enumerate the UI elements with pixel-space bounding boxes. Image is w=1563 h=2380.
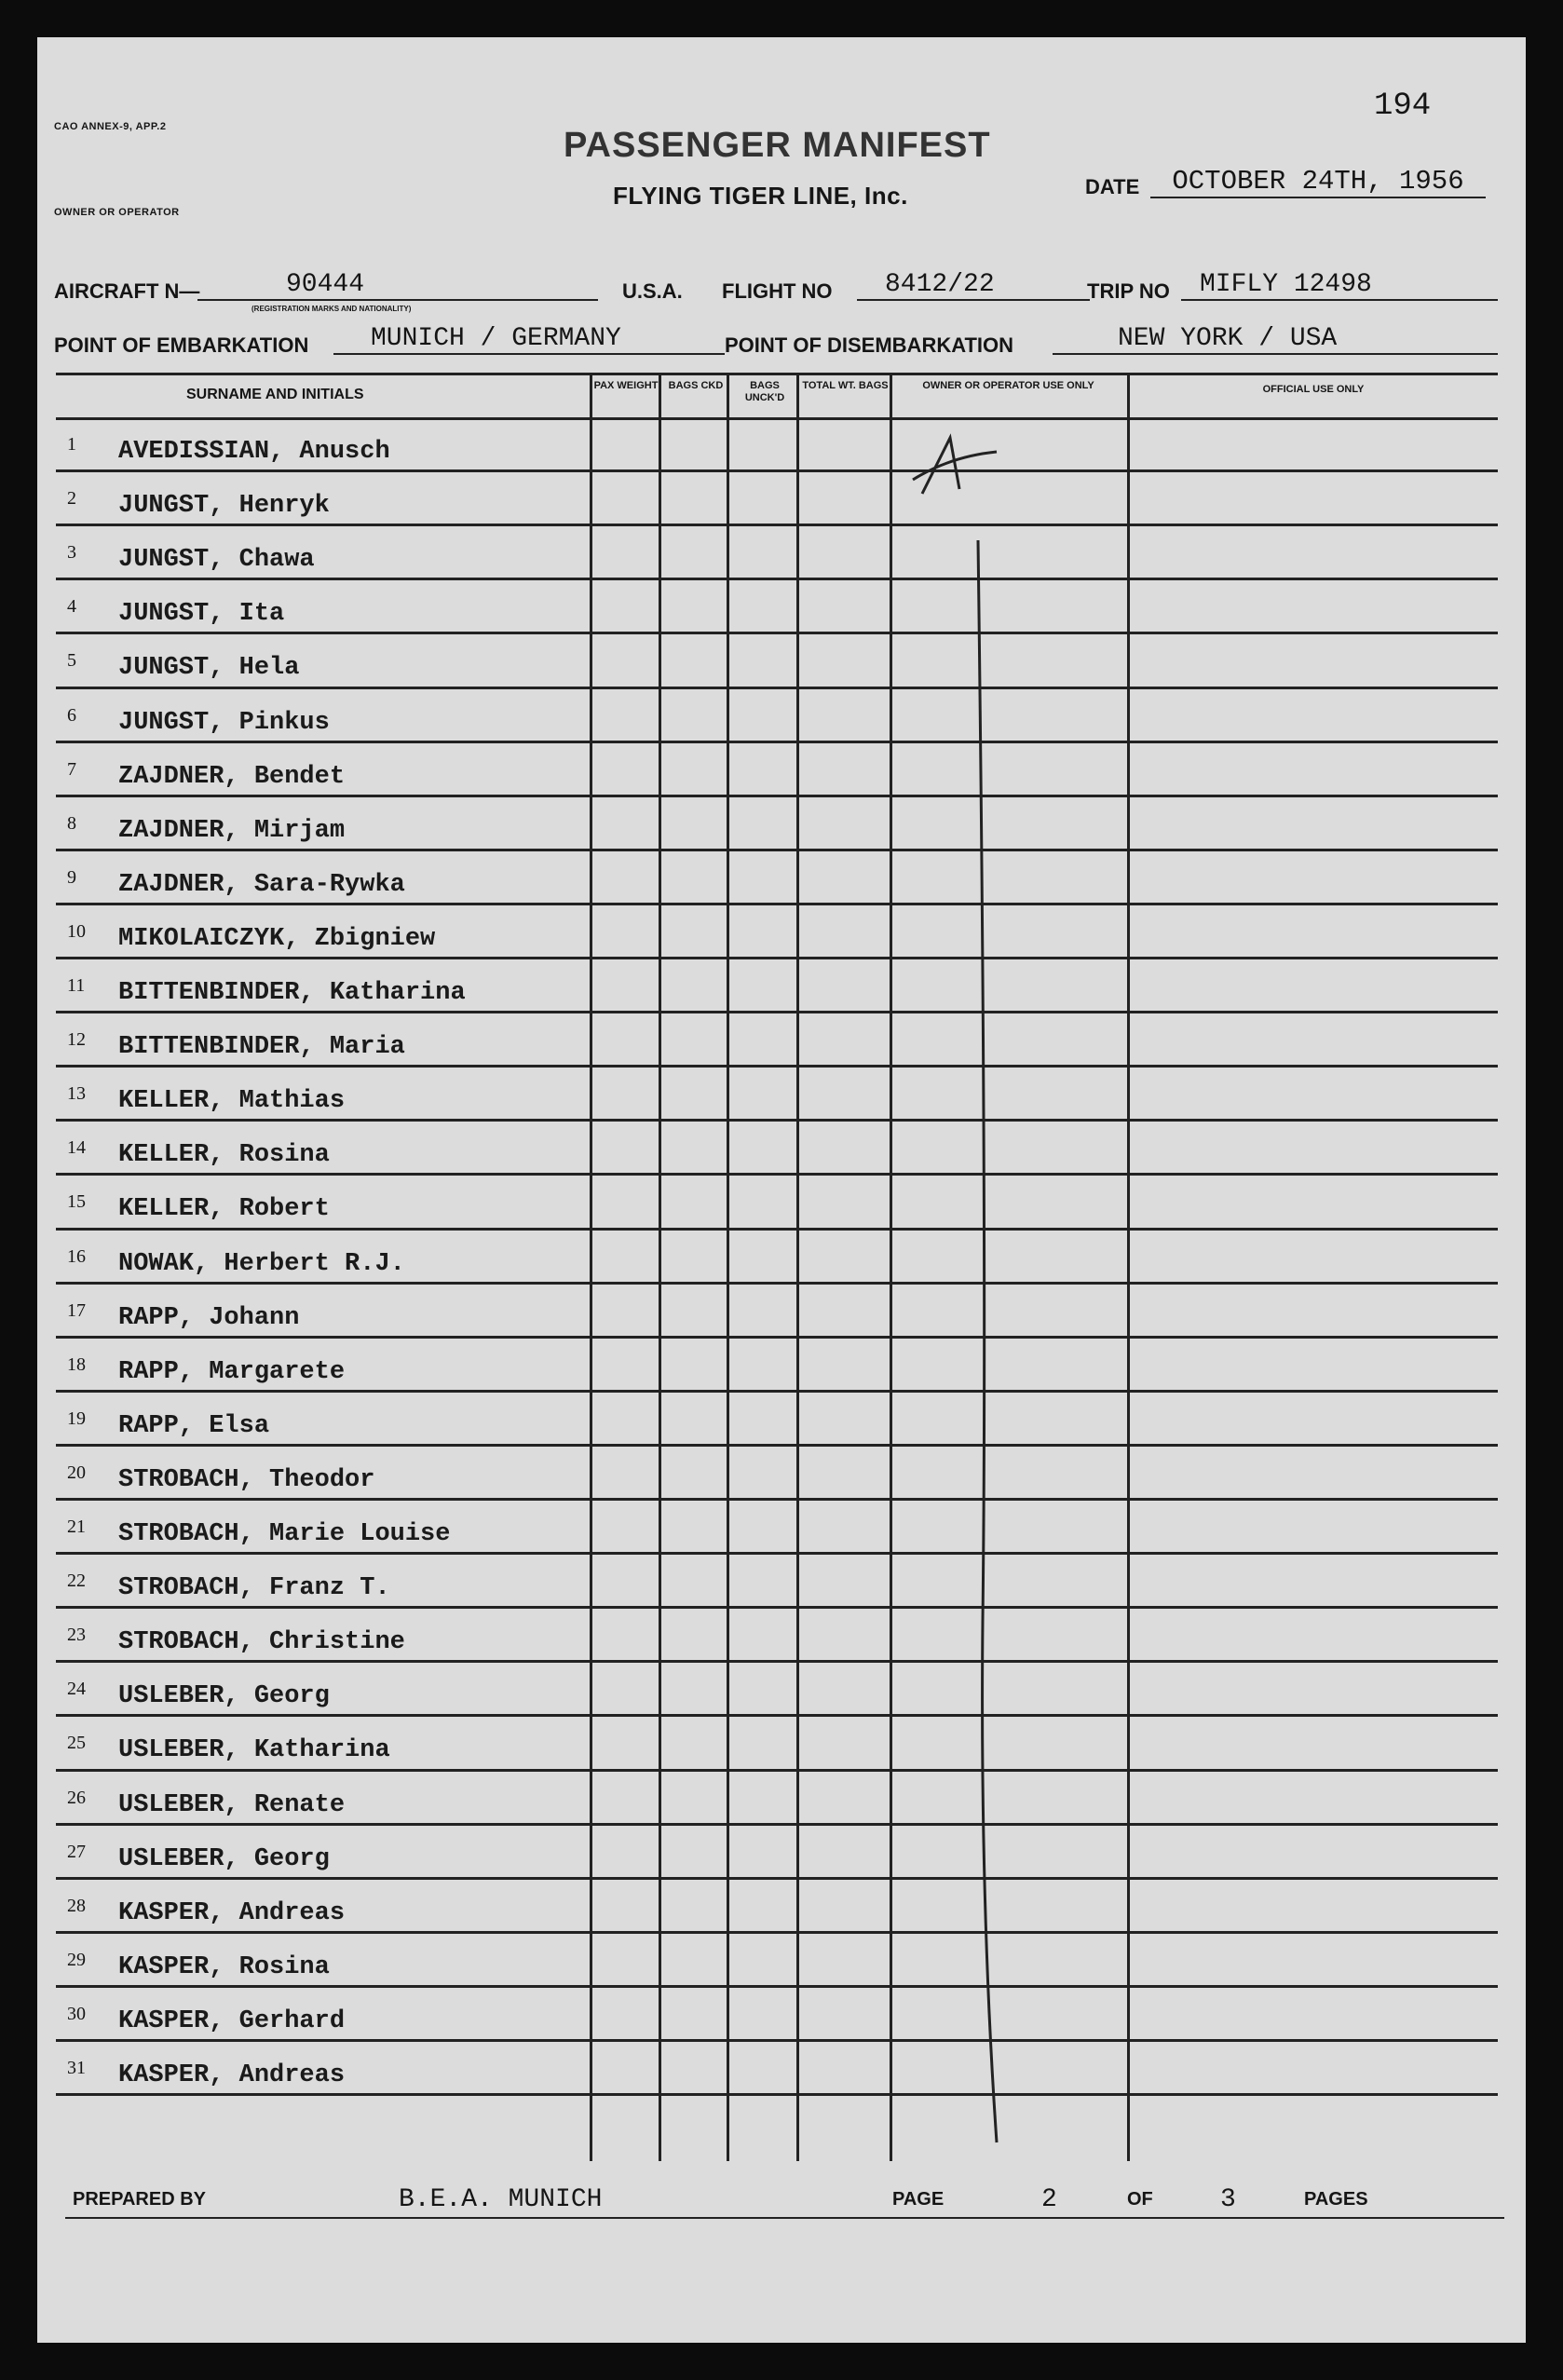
page-value: 2 — [1041, 2185, 1057, 2214]
row-rule — [56, 795, 1498, 797]
row-number: 20 — [67, 1462, 86, 1483]
passenger-name: KELLER, Robert — [118, 1195, 330, 1224]
row-number: 3 — [67, 542, 76, 564]
row-number: 28 — [67, 1895, 86, 1916]
row-number: 13 — [67, 1083, 86, 1105]
manifest-sheet — [37, 37, 1526, 2343]
row-rule — [56, 1444, 1498, 1447]
row-rule — [56, 1714, 1498, 1717]
form-reference: CAO ANNEX-9, APP.2 — [54, 121, 167, 132]
date-label: DATE — [1085, 175, 1140, 198]
manifest-title: PASSENGER MANIFEST — [564, 126, 991, 165]
row-number: 25 — [67, 1733, 86, 1754]
row-rule — [56, 741, 1498, 743]
row-rule — [56, 578, 1498, 580]
passenger-name: ZAJDNER, Bendet — [118, 762, 346, 791]
passenger-name: RAPP, Margarete — [118, 1357, 346, 1386]
handwritten-tick-mark — [894, 410, 1025, 2161]
row-number: 23 — [67, 1625, 86, 1646]
passenger-name: KASPER, Rosina — [118, 1952, 330, 1981]
row-rule — [56, 1336, 1498, 1339]
airline-name: FLYING TIGER LINE, Inc. — [613, 182, 908, 210]
row-number: 19 — [67, 1408, 86, 1429]
passenger-name: KELLER, Mathias — [118, 1087, 346, 1116]
row-rule — [56, 1065, 1498, 1068]
row-rule — [56, 1660, 1498, 1663]
column-divider — [890, 373, 892, 2161]
aircraft-label: AIRCRAFT N— — [54, 279, 200, 303]
passenger-name: JUNGST, Henryk — [118, 492, 330, 521]
row-number: 12 — [67, 1029, 86, 1051]
passenger-name: AVEDISSIAN, Anusch — [118, 438, 390, 466]
footer-rule — [65, 2217, 1504, 2219]
row-rule — [56, 1282, 1498, 1285]
row-rule — [56, 1823, 1498, 1826]
embarkation-value: MUNICH / GERMANY — [333, 324, 725, 355]
bags-checked-column-header: BAGS CKD — [668, 380, 724, 391]
prepared-by-value: B.E.A. MUNICH — [399, 2185, 603, 2214]
passenger-name: USLEBER, Renate — [118, 1790, 346, 1819]
passenger-name: JUNGST, Pinkus — [118, 708, 330, 737]
header-bottom-rule — [56, 417, 1498, 420]
row-number: 26 — [67, 1787, 86, 1808]
column-divider — [590, 373, 592, 2161]
passenger-name: USLEBER, Georg — [118, 1682, 330, 1711]
weight-column-header: PAX WEIGHT — [593, 380, 659, 391]
date-value: OCTOBER 24TH, 1956 — [1150, 166, 1486, 198]
row-number: 16 — [67, 1245, 86, 1267]
row-number: 27 — [67, 1841, 86, 1862]
row-number: 5 — [67, 650, 76, 672]
row-rule — [56, 687, 1498, 689]
row-rule — [56, 469, 1498, 472]
row-rule — [56, 1173, 1498, 1176]
row-number: 22 — [67, 1571, 86, 1592]
row-rule — [56, 524, 1498, 526]
row-number: 4 — [67, 596, 76, 618]
column-divider — [727, 373, 729, 2161]
of-label: OF — [1127, 2189, 1153, 2210]
row-rule — [56, 1769, 1498, 1772]
row-number: 18 — [67, 1353, 86, 1375]
nationality: U.S.A. — [622, 279, 683, 303]
passenger-name: KELLER, Rosina — [118, 1141, 330, 1170]
aircraft-value: 90444 — [197, 270, 598, 301]
row-rule — [56, 849, 1498, 851]
passenger-name: STROBACH, Christine — [118, 1628, 405, 1657]
column-divider — [659, 373, 661, 2161]
disembarkation-value: NEW YORK / USA — [1053, 324, 1498, 355]
page-label: PAGE — [892, 2189, 945, 2210]
total-weight-column-header: TOTAL WT. BAGS — [802, 380, 889, 391]
passenger-name: KASPER, Gerhard — [118, 2006, 346, 2035]
passenger-name: JUNGST, Hela — [118, 654, 300, 683]
row-number: 7 — [67, 758, 76, 780]
row-rule — [56, 1877, 1498, 1880]
row-number: 24 — [67, 1679, 86, 1700]
row-number: 2 — [67, 488, 76, 510]
row-rule — [56, 2039, 1498, 2042]
passenger-name: KASPER, Andreas — [118, 2061, 346, 2089]
registration-note: (REGISTRATION MARKS AND NATIONALITY) — [251, 305, 412, 313]
row-number: 6 — [67, 704, 76, 726]
row-rule — [56, 1985, 1498, 1988]
row-rule — [56, 1931, 1498, 1934]
passenger-name: ZAJDNER, Sara-Rywka — [118, 870, 405, 899]
row-number: 21 — [67, 1516, 86, 1537]
row-number: 17 — [67, 1299, 86, 1321]
row-rule — [56, 1498, 1498, 1501]
official-use-column-header: OFFICIAL USE ONLY — [1262, 384, 1365, 395]
flight-number-label: FLIGHT NO — [722, 279, 833, 303]
row-rule — [56, 1011, 1498, 1013]
row-number: 11 — [67, 975, 86, 996]
column-divider — [1127, 373, 1130, 2161]
row-rule — [56, 957, 1498, 959]
column-divider — [796, 373, 799, 2161]
pages-label: PAGES — [1304, 2189, 1368, 2210]
passenger-name: USLEBER, Georg — [118, 1844, 330, 1873]
passenger-name: STROBACH, Theodor — [118, 1465, 375, 1494]
owner-operator-label: OWNER OR OPERATOR — [54, 207, 180, 218]
flight-number-value: 8412/22 — [857, 270, 1090, 301]
row-rule — [56, 632, 1498, 634]
row-rule — [56, 2093, 1498, 2096]
embarkation-label: POINT OF EMBARKATION — [54, 333, 309, 357]
row-rule — [56, 1228, 1498, 1231]
row-number: 10 — [67, 920, 86, 942]
passenger-name: STROBACH, Marie Louise — [118, 1520, 451, 1548]
row-number: 31 — [67, 2058, 86, 2078]
passenger-name: STROBACH, Franz T. — [118, 1574, 390, 1603]
passenger-name: KASPER, Andreas — [118, 1898, 346, 1927]
surname-column-header: SURNAME AND INITIALS — [186, 387, 364, 402]
row-number: 9 — [67, 866, 76, 888]
row-number: 14 — [67, 1137, 86, 1159]
row-number: 8 — [67, 812, 76, 834]
owner-use-column-header: OWNER OR OPERATOR USE ONLY — [922, 380, 1094, 391]
bags-unchecked-column-header: BAGS UNCK'D — [744, 380, 785, 403]
passenger-name: USLEBER, Katharina — [118, 1736, 390, 1765]
prepared-by-label: PREPARED BY — [73, 2189, 206, 2210]
trip-number-label: TRIP NO — [1087, 279, 1170, 303]
passenger-name: JUNGST, Ita — [118, 600, 285, 629]
of-value: 3 — [1220, 2185, 1236, 2214]
table-top-rule — [56, 373, 1498, 375]
row-rule — [56, 1390, 1498, 1393]
passenger-name: RAPP, Elsa — [118, 1411, 270, 1440]
passenger-name: RAPP, Johann — [118, 1303, 300, 1332]
trip-number-value: MIFLY 12498 — [1181, 270, 1498, 301]
row-number: 15 — [67, 1191, 86, 1213]
row-rule — [56, 1552, 1498, 1555]
passenger-name: ZAJDNER, Mirjam — [118, 816, 346, 845]
row-number: 29 — [67, 1949, 86, 1970]
passenger-name: BITTENBINDER, Maria — [118, 1033, 405, 1062]
row-rule — [56, 903, 1498, 905]
row-number: 30 — [67, 2003, 86, 2024]
passenger-name: JUNGST, Chawa — [118, 546, 315, 575]
passenger-name: MIKOLAICZYK, Zbigniew — [118, 924, 436, 953]
passenger-name: BITTENBINDER, Katharina — [118, 979, 466, 1007]
row-rule — [56, 1606, 1498, 1609]
row-number: 1 — [67, 434, 76, 455]
passenger-name: NOWAK, Herbert R.J. — [118, 1249, 405, 1278]
disembarkation-label: POINT OF DISEMBARKATION — [725, 333, 1014, 357]
row-rule — [56, 1119, 1498, 1122]
page-stamp-number: 194 — [1374, 88, 1432, 124]
